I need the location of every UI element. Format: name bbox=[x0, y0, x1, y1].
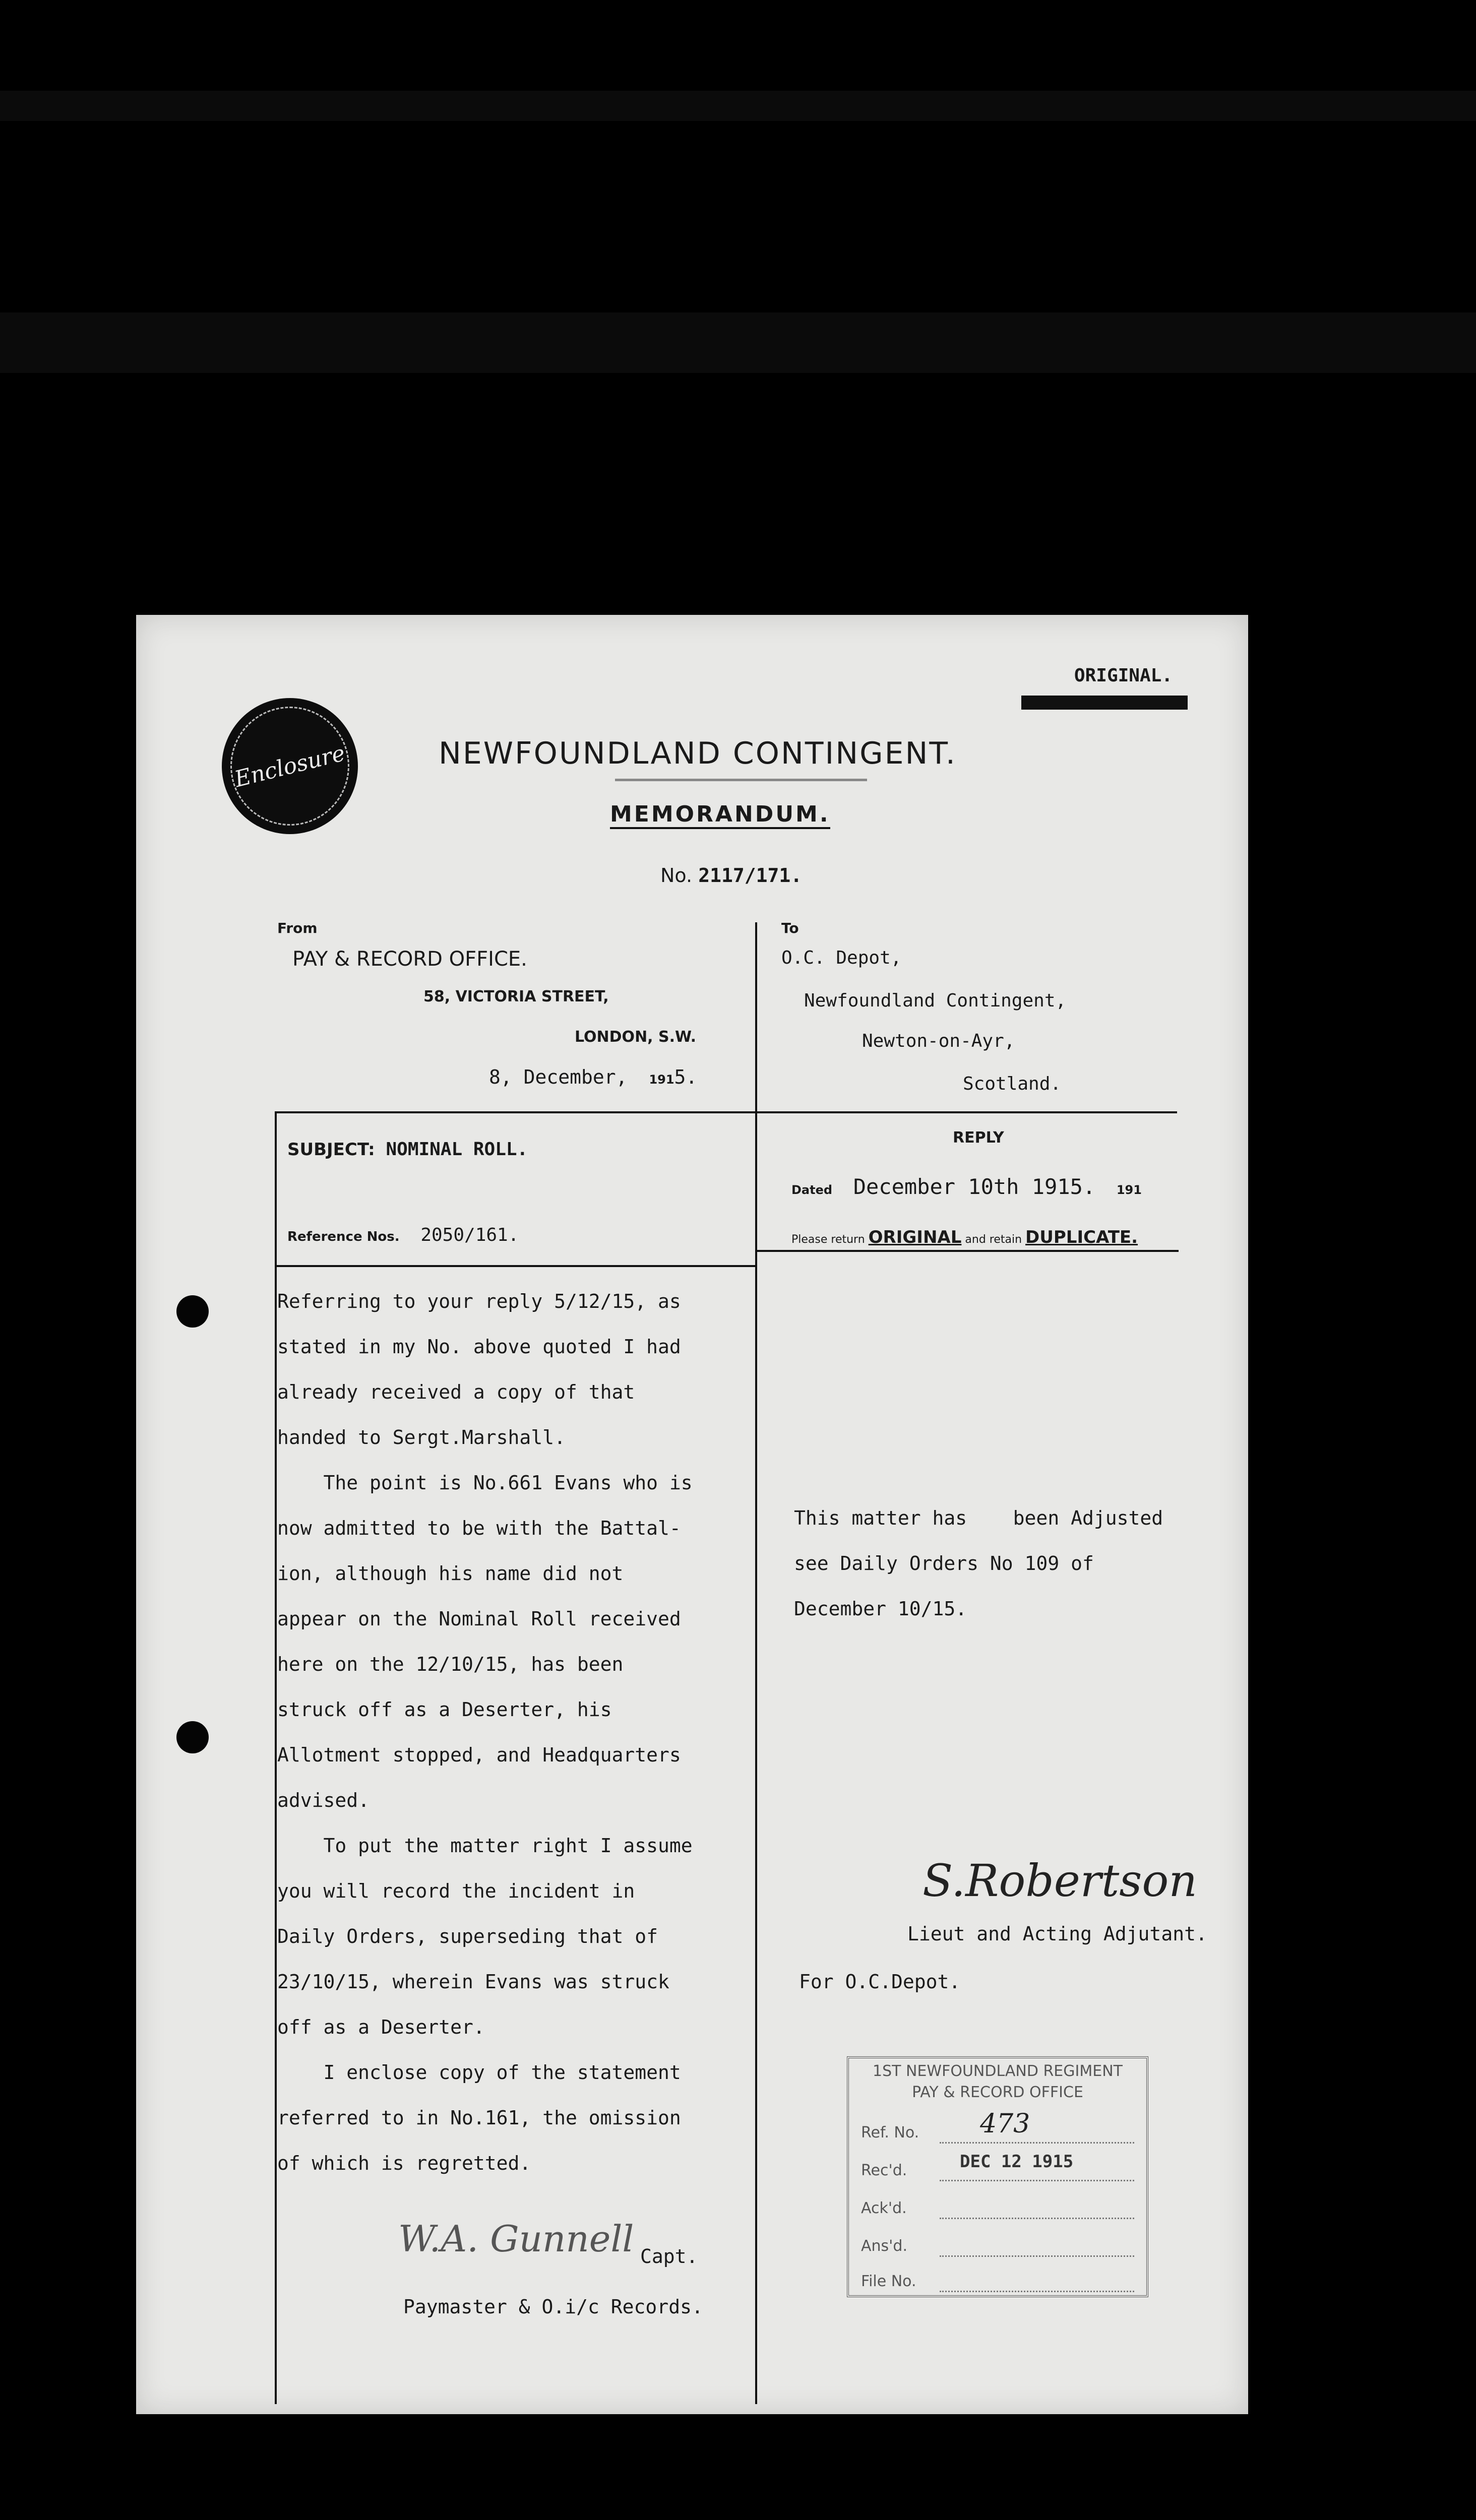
body-line: I enclose copy of the statement bbox=[277, 2061, 681, 2084]
reply-year-prefix: 191 bbox=[1116, 1183, 1142, 1197]
from-street: 58, VICTORIA STREET, bbox=[423, 988, 609, 1005]
reply-note-original: ORIGINAL bbox=[868, 1227, 962, 1247]
reply-signature: S.Robertson bbox=[922, 1855, 1198, 1907]
memorandum-document bbox=[136, 615, 1248, 2414]
memo-number bbox=[660, 864, 802, 887]
punch-hole bbox=[176, 1721, 209, 1753]
stamp-file-dots bbox=[940, 2290, 1134, 2292]
stamp-file-label: File No. bbox=[861, 2273, 916, 2290]
reply-bottom-rule bbox=[755, 1250, 1179, 1252]
seal-text: Enclosure bbox=[232, 740, 348, 792]
reply-note bbox=[791, 1227, 1138, 1247]
received-stamp bbox=[847, 2056, 1148, 2297]
body-line: 23/10/15, wherein Evans was struck bbox=[277, 1971, 669, 1993]
reply-dated-value: December 10th 1915. bbox=[853, 1174, 1096, 1199]
body-line: Daily Orders, superseding that of bbox=[277, 1925, 658, 1947]
sender-signature: W.A. Gunnell bbox=[398, 2218, 634, 2260]
reply-dated-label: Dated bbox=[791, 1183, 833, 1197]
reply-note-duplicate: DUPLICATE. bbox=[1025, 1227, 1138, 1247]
document-subtitle: MEMORANDUM. bbox=[610, 801, 830, 829]
punch-hole bbox=[176, 1295, 209, 1328]
to-label: To bbox=[781, 920, 799, 936]
from-date-value: 8, December, bbox=[489, 1066, 628, 1088]
reply-note-prefix: Please return bbox=[791, 1233, 865, 1246]
to-line2: Newfoundland Contingent, bbox=[804, 990, 1067, 1011]
stamp-line1: 1ST NEWFOUNDLAND REGIMENT bbox=[873, 2062, 1123, 2080]
body-line: referred to in No.161, the omission bbox=[277, 2107, 681, 2129]
body-line: already received a copy of that bbox=[277, 1381, 635, 1403]
document-title: NEWFOUNDLAND CONTINGENT. bbox=[439, 736, 957, 771]
subject-line bbox=[287, 1139, 528, 1160]
enclosure-seal bbox=[222, 698, 358, 834]
stamp-recd-value: DEC 12 1915 bbox=[960, 2152, 1074, 2172]
reference-value: 2050/161. bbox=[420, 1225, 519, 1245]
body-line: you will record the incident in bbox=[277, 1880, 635, 1902]
reference-label: Reference Nos. bbox=[287, 1229, 400, 1244]
memo-number-value: 2117/171. bbox=[698, 864, 803, 887]
title-rule bbox=[615, 779, 867, 781]
from-city: LONDON, S.W. bbox=[575, 1028, 697, 1046]
from-year-prefix: 191 bbox=[649, 1073, 674, 1087]
subject-label: SUBJECT: bbox=[287, 1140, 375, 1160]
stamp-recd-dots bbox=[940, 2179, 1134, 2181]
from-date bbox=[489, 1066, 697, 1088]
body-line: struck off as a Deserter, his bbox=[277, 1698, 612, 1721]
stamp-ackd-dots bbox=[940, 2217, 1134, 2219]
reply-line: December 10/15. bbox=[794, 1598, 967, 1620]
reply-header: REPLY bbox=[953, 1129, 1004, 1147]
from-office: PAY & RECORD OFFICE. bbox=[292, 948, 527, 971]
subject-top-rule bbox=[275, 1111, 1177, 1113]
reply-line: see Daily Orders No 109 of bbox=[794, 1552, 1094, 1574]
struck-duplicate-mark bbox=[1021, 696, 1188, 710]
body-line: handed to Sergt.Marshall. bbox=[277, 1426, 566, 1448]
body-line: To put the matter right I assume bbox=[277, 1835, 693, 1857]
body-line: Referring to your reply 5/12/15, as bbox=[277, 1290, 681, 1312]
reply-dated bbox=[791, 1174, 1142, 1199]
reply-for: For O.C.Depot. bbox=[799, 1971, 961, 1993]
body-line: appear on the Nominal Roll received bbox=[277, 1608, 681, 1630]
body-line: The point is No.661 Evans who is bbox=[277, 1472, 693, 1494]
scan-noise-band bbox=[0, 91, 1476, 121]
seal-border bbox=[230, 707, 349, 826]
body-line: stated in my No. above quoted I had bbox=[277, 1336, 681, 1358]
to-line4: Scotland. bbox=[963, 1074, 1062, 1094]
body-line: advised. bbox=[277, 1789, 370, 1811]
body-line: Allotment stopped, and Headquarters bbox=[277, 1744, 681, 1766]
reply-line: This matter has been Adjusted bbox=[794, 1507, 1163, 1529]
left-border bbox=[275, 1111, 277, 2404]
sender-title: Paymaster & O.i/c Records. bbox=[403, 2296, 703, 2318]
reply-title: Lieut and Acting Adjutant. bbox=[907, 1923, 1207, 1945]
reference-line bbox=[287, 1225, 519, 1245]
reply-note-middle: and retain bbox=[965, 1233, 1022, 1246]
stamp-ref-value: 473 bbox=[980, 2109, 1030, 2139]
column-divider bbox=[755, 922, 757, 2404]
body-line: off as a Deserter. bbox=[277, 2016, 485, 2038]
stamp-ref-dots bbox=[940, 2141, 1134, 2144]
stamp-ansd-dots bbox=[940, 2255, 1134, 2257]
to-line1: O.C. Depot, bbox=[781, 948, 902, 968]
stamp-recd-label: Rec'd. bbox=[861, 2162, 907, 2179]
from-label: From bbox=[277, 920, 318, 936]
body-line: ion, although his name did not bbox=[277, 1562, 624, 1585]
stamp-ref-label: Ref. No. bbox=[861, 2124, 919, 2141]
subject-bottom-rule bbox=[275, 1265, 756, 1267]
scan-noise-band bbox=[0, 312, 1476, 373]
to-line3: Newton-on-Ayr, bbox=[862, 1031, 1015, 1051]
subject-value: NOMINAL ROLL. bbox=[386, 1139, 528, 1160]
copy-mark: ORIGINAL. bbox=[1074, 665, 1173, 686]
body-line: here on the 12/10/15, has been bbox=[277, 1653, 624, 1675]
body-line: of which is regretted. bbox=[277, 2152, 531, 2174]
body-line: now admitted to be with the Battal- bbox=[277, 1517, 681, 1539]
from-year-suffix: 5. bbox=[674, 1066, 698, 1088]
stamp-line2: PAY & RECORD OFFICE bbox=[912, 2084, 1083, 2101]
stamp-ackd-label: Ack'd. bbox=[861, 2199, 907, 2217]
stamp-ansd-label: Ans'd. bbox=[861, 2237, 907, 2255]
sender-rank: Capt. bbox=[640, 2245, 698, 2267]
memo-number-label: No. bbox=[660, 864, 693, 887]
